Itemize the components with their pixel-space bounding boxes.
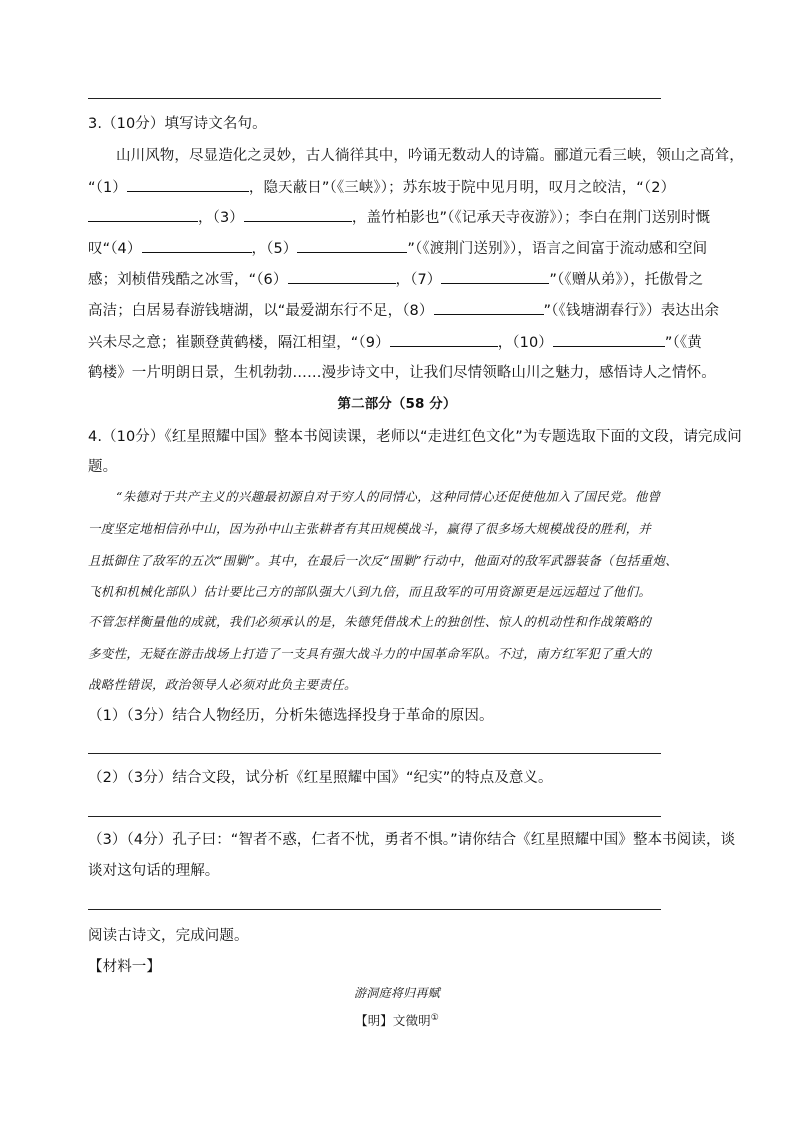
top-rule	[88, 98, 661, 99]
reading-intro: 阅读古诗文，完成问题。	[88, 928, 249, 944]
answer-blank-3[interactable]	[244, 207, 352, 222]
q3-line-2: “（1） ，隐天蔽日”（《三峡》）；苏东坡于院中见月明，叹月之皎洁，“（2）	[88, 177, 675, 198]
q3-line-5: 感；刘桢借残酷之冰雪，“（6） ，（7） ”（《赠从弟》），托傲骨之	[88, 269, 703, 290]
q4-sub1: （1）（3分）结合人物经历，分析朱德选择投身于革命的原因。	[88, 708, 494, 724]
q3-line-3: ，（3） ，盖竹柏影也”（《记承天寺夜游》）；李白在荆门送别时慨	[88, 207, 710, 228]
q3-line-8: 鹤楼》一片明朗日景，生机勃勃……漫步诗文中，让我们尽情领略山川之魅力，感悟诗人之情怀。	[88, 365, 716, 381]
part2-heading: 第二部分（58 分）	[337, 396, 457, 412]
q4-sub3-answer-line[interactable]	[88, 909, 661, 910]
q3-heading: 3.（10分）填写诗文名句。	[88, 116, 267, 132]
q4-passage-line-1: “朱德对于共产主义的兴趣最初源自对于穷人的同情心，这种同情心还促使他加入了国民党。他曾	[116, 489, 661, 504]
q4-passage-line-6: 多变性，无疑在游击战场上打造了一支具有强大战斗力的中国革命军队。不过，南方红军犯了重大的	[88, 646, 652, 661]
footnote-marker: ①	[430, 1013, 439, 1023]
q4-heading-line-2: 题。	[88, 459, 118, 475]
q4-passage-line-3: 且抵御住了敌军的五次“围剿”。其中，在最后一次反“围剿”行动中，他面对的敌军武器装备（包括重炮、	[88, 553, 678, 568]
answer-blank-7[interactable]	[441, 269, 549, 284]
q4-passage-line-4: 飞机和机械化部队）估计要比己方的部队强大八到九倍，而且敌军的可用资源更是远远超过了他们。	[88, 584, 652, 599]
q4-sub3-line-2: 谈对这句话的理解。	[88, 863, 220, 879]
q3-line-4: 叹“（4） ，（5） ”（《渡荆门送别》），语言之间富于流动感和空间	[88, 238, 707, 259]
answer-blank-10[interactable]	[553, 332, 665, 347]
material-label: 【材料一】	[88, 959, 161, 975]
q4-sub2: （2）（3分）结合文段，试分析《红星照耀中国》“纪实”的特点及意义。	[88, 770, 553, 786]
poem-title: 游洞庭将归再赋	[353, 986, 441, 1000]
poem-author: 【明】文徵明①	[355, 1013, 439, 1029]
q3-line-6: 高洁；白居易春游钱塘湖，以“最爱湖东行不足，（8） ”（《钱塘湖春行》）表达出余	[88, 300, 719, 321]
q3-line-1: 山川风物，尽显造化之灵妙，古人徜徉其中，吟诵无数动人的诗篇。郦道元看三峡，领山之高耸，	[116, 148, 744, 164]
q3-line-7: 兴未尽之意；崔颢登黄鹤楼，隔江相望，“（9） ，（10） ”（《黄	[88, 332, 702, 353]
q4-sub1-answer-line[interactable]	[88, 753, 661, 754]
answer-blank-5[interactable]	[297, 238, 407, 253]
answer-blank-9[interactable]	[390, 332, 498, 347]
answer-blank-2[interactable]	[88, 207, 198, 222]
answer-blank-1[interactable]	[127, 177, 249, 192]
q4-sub3-line-1: （3）（4分）孔子曰：“智者不惑，仁者不忧，勇者不惧。”请你结合《红星照耀中国》整本书阅读，谈	[88, 832, 736, 848]
answer-blank-6[interactable]	[288, 269, 396, 284]
answer-blank-8[interactable]	[434, 300, 544, 315]
answer-blank-4[interactable]	[142, 238, 252, 253]
q4-passage-line-5: 不管怎样衡量他的成就，我们必须承认的是，朱德凭借战术上的独创性、惊人的机动性和作战策略的	[88, 614, 652, 629]
q4-sub2-answer-line[interactable]	[88, 816, 661, 817]
q4-heading-line-1: 4.（10分）《红星照耀中国》整本书阅读课，老师以“走进红色文化”为专题选取下面的文段，请完成问	[88, 429, 742, 445]
q4-passage-line-2: 一度坚定地相信孙中山，因为孙中山主张耕者有其田规模战斗，赢得了很多场大规模战役的胜利，并	[88, 521, 652, 536]
q4-passage-line-7: 战略性错误，政治领导人必须对此负主要责任。	[88, 677, 357, 692]
